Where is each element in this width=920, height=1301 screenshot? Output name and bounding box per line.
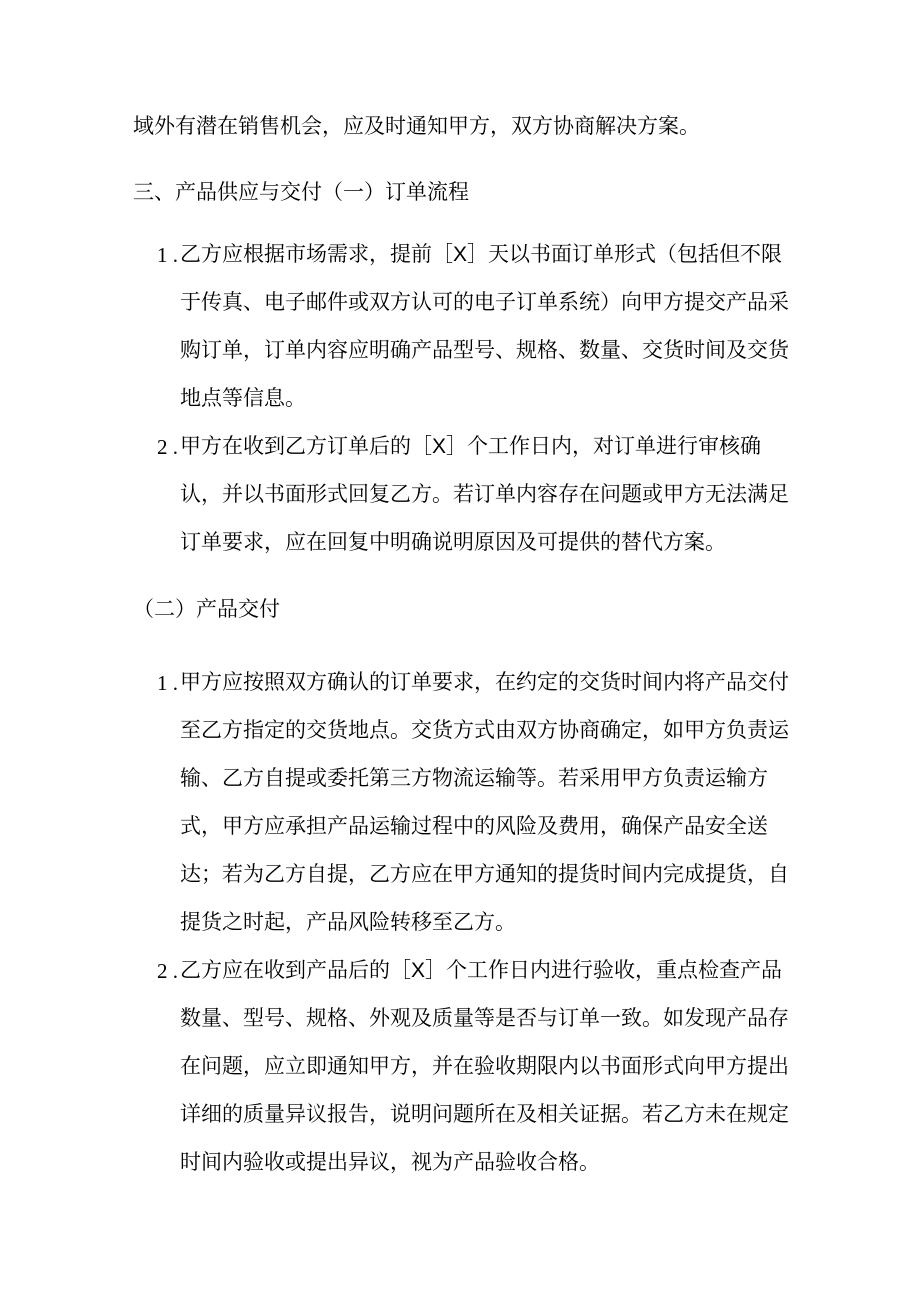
list-item	[133, 231, 792, 423]
list-item-number: 2 .	[157, 959, 178, 983]
list-item	[133, 423, 792, 567]
list-item	[133, 947, 792, 1187]
list-item-number: 1 .	[157, 243, 178, 267]
list-item-number: 2 .	[157, 435, 178, 459]
delivery-list	[133, 659, 792, 1187]
section-heading-delivery: （二）产品交付	[133, 598, 280, 621]
intro-paragraph: 域外有潜在销售机会，应及时通知甲方，双方协商解决方案。	[133, 115, 700, 138]
list-item-number: 1 .	[157, 671, 178, 695]
list-item-text: 甲方在收到乙方订单后的［X］个工作日内，对订单进行审核确认，并以书面形式回复乙方。若订单内容存在问题或甲方无法满足订单要求，应在回复中明确说明原因及可提供的替代方案。	[180, 435, 789, 554]
list-item-text: 甲方应按照双方确认的订单要求，在约定的交货时间内将产品交付至乙方指定的交货地点。交货方式由双方协商确定，如甲方负责运输、乙方自提或委托第三方物流运输等。若采用甲方负责运输方式，甲方应承担产品运输过程中的风险及费用，确保产品安全送达；若为乙方自提，乙方应在甲方通知的提货时间内完成提货，自提货之时起，产品风险转移至乙方。	[180, 671, 789, 934]
order-process-list	[133, 231, 792, 567]
list-item	[133, 659, 792, 947]
section-heading-supply-delivery: 三、产品供应与交付（一）订单流程	[133, 181, 469, 204]
list-item-text: 乙方应在收到产品后的［X］个工作日内进行验收，重点检查产品数量、型号、规格、外观及质量等是否与订单一致。如发现产品存在问题，应立即通知甲方，并在验收期限内以书面形式向甲方提出详细的质量异议报告，说明问题所在及相关证据。若乙方未在规定时间内验收或提出异议，视为产品验收合格。	[180, 959, 789, 1174]
list-item-text: 乙方应根据市场需求，提前［X］天以书面订单形式（包括但不限于传真、电子邮件或双方认可的电子订单系统）向甲方提交产品采购订单，订单内容应明确产品型号、规格、数量、交货时间及交货地点等信息。	[180, 243, 789, 410]
